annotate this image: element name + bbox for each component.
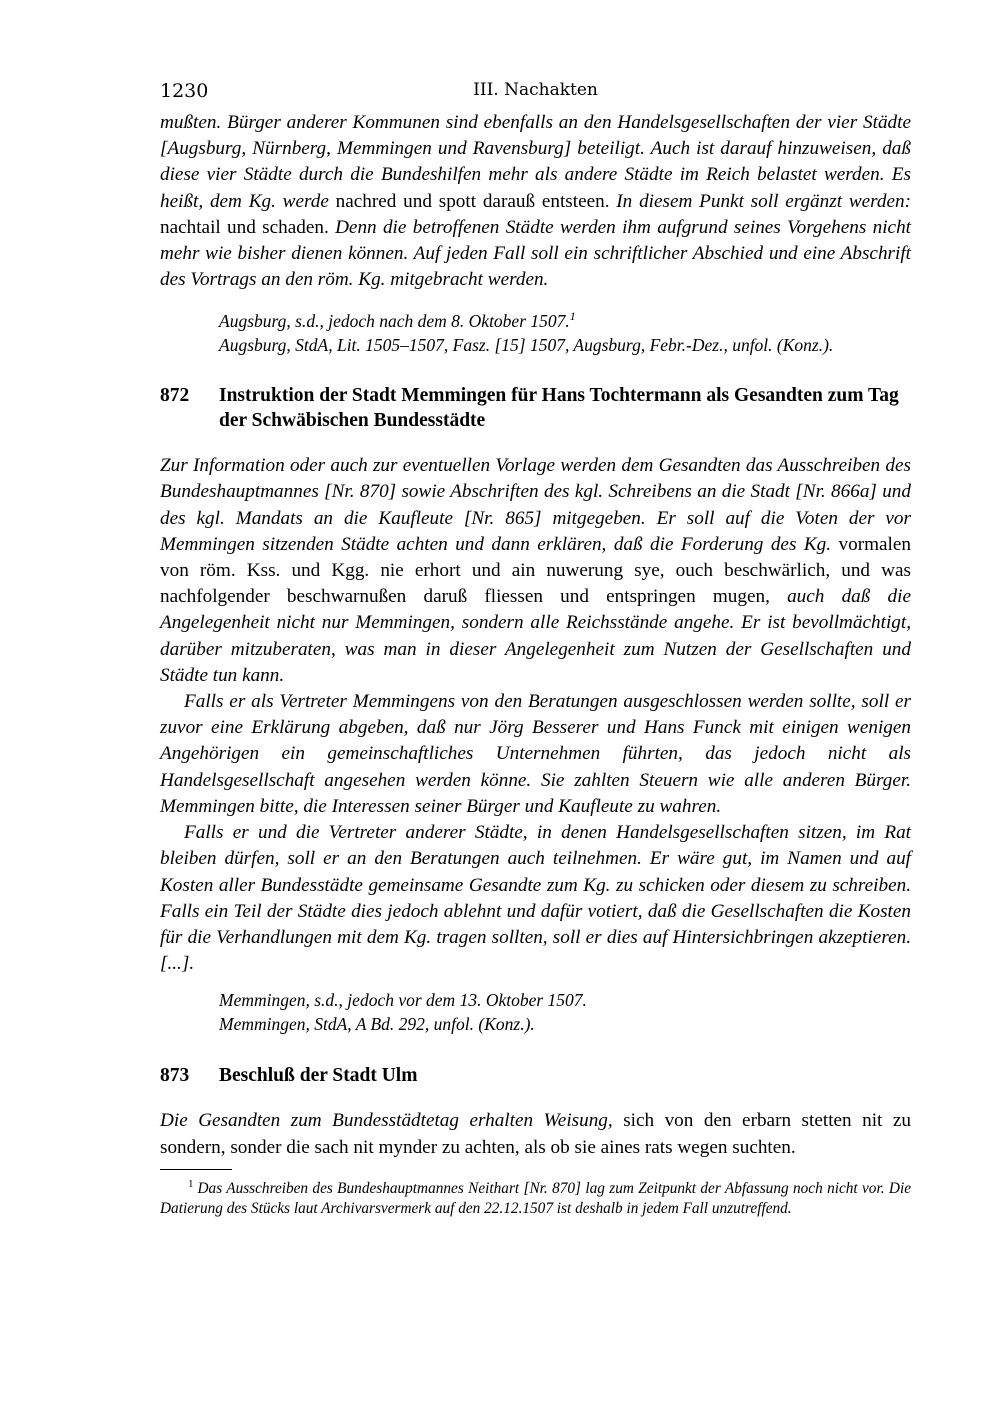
running-title: III. Nachakten: [473, 80, 598, 100]
doc872-heading: [160, 383, 911, 433]
doc-number: 873: [160, 1065, 190, 1087]
doc872-source-block: [219, 989, 911, 1036]
text-segment: Die Gesandten zum Bundesstädtetag erhalten Weisung,: [160, 1110, 624, 1132]
doc871-archive-source: Augsburg, StdA, Lit. 1505–1507, Fasz. [15] 1507, Augsburg, Febr.-Dez., unfol. (Konz.).: [219, 334, 834, 355]
page-header: [160, 80, 911, 110]
doc871-place-date: Augsburg, s.d., jedoch nach dem 8. Oktober 1507.$^1$: [219, 309, 576, 332]
footnote-divider: [160, 1169, 232, 1170]
doc872-paragraph-1: [160, 453, 911, 689]
footnote-marker: 1: [188, 1177, 194, 1190]
doc871-continuation: [160, 110, 911, 293]
doc872-archive-source: Memmingen, StdA, A Bd. 292, unfol. (Konz.).: [219, 1013, 535, 1034]
footnote-reference[interactable]: 1: [569, 309, 576, 324]
page-number: 1230: [160, 80, 209, 102]
text-segment: nachred und spott darauß entsteen.: [335, 190, 617, 212]
text-segment: auch daß die Angelegenheit nicht nur Memmingen, sondern alle Reichsstände angehe. Er ist bevollmächtigt, darüber mitzuberaten, was man in dieser Angelegenheit zum Nutzen der Gesellschaften und Städte tun kann.: [160, 586, 911, 686]
text-segment: vormalen von röm. Kss. und Kgg. nie erhort und ain nuwerung sye, ouch beschwärlich, und was nachfolgender beschwarnußen daruß fliessen und entspringen mugen,: [160, 533, 911, 608]
doc872-paragraph-3: Falls er und die Vertreter anderer Städte, in denen Handelsgesellschaften sitzen, im Rat bleiben dürfen, soll er an den Beratungen auch teilnehmen. Er wäre gut, im Namen und auf Kosten aller Bundesstädte gemeinsame Gesandte zum Kg. zu schicken oder diesem zu schreiben. Falls ein Teil der Städte dies jedoch ablehnt und dafür votiert, daß die Gesellschaften die Kosten für die Verhandlungen mit dem Kg. tragen sollten, soll er dies auf Hintersichbringen akzeptieren. [...].: [160, 822, 911, 975]
doc872-paragraph-2: Falls er als Vertreter Memmingens von den Beratungen ausgeschlossen werden sollte, soll er zuvor eine Erklärung abgeben, daß nur Jörg Besserer und Hans Funck mit einigen wenigen Angehörigen ein gemeinschaftliches Unternehmen führten, das jedoch nicht als Handelsgesellschaft angesehen werden könne. Sie zahlten Steuern wie alle anderen Bürger. Memmingen bitte, die Interessen seiner Bürger und Kaufleute zu wahren.: [160, 691, 911, 817]
doc873-heading: [160, 1063, 911, 1088]
doc872-place-date: Memmingen, s.d., jedoch vor dem 13. Oktober 1507.: [219, 990, 587, 1011]
text-segment: nachtail und schaden.: [160, 216, 336, 238]
footnote: [160, 1174, 911, 1220]
doc-number: 872: [160, 385, 190, 407]
text-segment: Zur Information oder auch zur eventuellen Vorlage werden dem Gesandten das Ausschreiben des Bundeshauptmannes [Nr. 870] sowie Abschriften des kgl. Schreibens an die Stadt [Nr. 866a] und des kgl. Mandats an die Kaufleute [Nr. 865] mitgegeben. Er soll auf die Voten der vor Memmingen sitzenden Städte achten und dann erklären, daß die Forderung des Kg.: [160, 455, 911, 555]
text-segment: In diesem Punkt soll ergänzt werden:: [616, 190, 911, 212]
doc-title: Beschluß der Stadt Ulm: [219, 1065, 418, 1087]
doc873-paragraph-1: [160, 1108, 911, 1160]
text-segment: Denn die betroffenen Städte werden ihm aufgrund seines Vorgehens nicht mehr wie bisher dienen können. Auf jeden Fall soll ein schriftlicher Abschied und eine Abschrift des Vortrags an den röm. Kg. mitgebracht werden.: [160, 216, 911, 291]
doc871-source-block: [219, 305, 911, 357]
doc-title: Instruktion der Stadt Memmingen für Hans Tochtermann als Gesandten zum Tag der Schwäbischen Bundesstädte: [219, 385, 899, 432]
page: [160, 80, 911, 1220]
footnote-text: Das Ausschreiben des Bundeshauptmannes Neithart [Nr. 870] lag zum Zeitpunkt der Abfassung noch nicht vor. Die Datierung des Stücks laut Archivarsvermerk auf den 22.12.1507 ist deshalb in jedem Fall unzutreffend.: [160, 1179, 911, 1218]
text-segment: sich von den erbarn stetten nit zu sondern, sonder die sach nit mynder zu achten, als ob sie aines rats wegen suchten.: [160, 1110, 911, 1158]
text-segment: mußten. Bürger anderer Kommunen sind ebenfalls an den Handelsgesellschaften der vier Städte [Augsburg, Nürnberg, Memmingen und Ravensburg] beteiligt. Auch ist darauf hinzuweisen, daß diese vier Städte durch die Bundeshilfen mehr als andere Städte im Reich belastet werden. Es heißt, dem Kg. werde: [160, 112, 911, 212]
